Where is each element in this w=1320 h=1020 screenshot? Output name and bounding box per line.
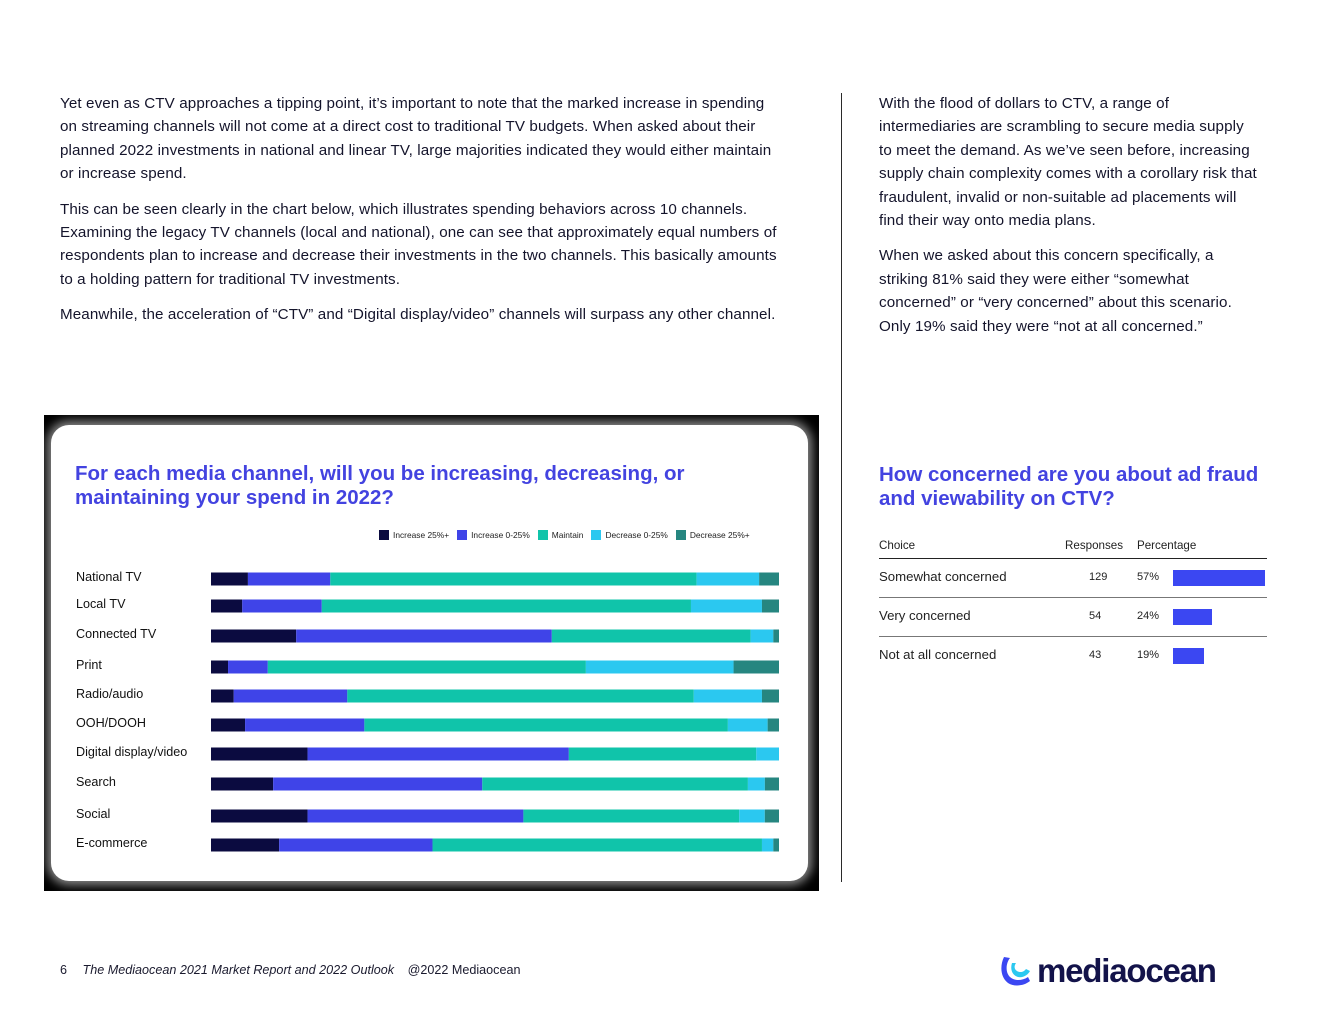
header-percentage: Percentage xyxy=(1137,539,1197,552)
spend-bar-chart xyxy=(51,425,808,881)
left-column xyxy=(60,92,780,339)
bar-segment xyxy=(482,778,748,791)
fraud-table-row xyxy=(879,637,1267,677)
header-responses: Responses xyxy=(1065,539,1124,552)
right-paragraph-1: With the flood of dollars to CTV, a range of intermediaries are scrambling to secure media supply to meet the demand. As we’ve seen before, increasing supply chain complexity comes with a corollary risk that fraudulent, invalid or non-suitable ad placements will find their way onto media plans. xyxy=(879,95,1257,230)
fraud-percent-label: 24% xyxy=(1137,610,1160,622)
left-paragraph-1: Yet even as CTV approaches a tipping point, it’s important to note that the marked increase in spending on streaming channels will not come at a direct cost to traditional TV budgets. When asked about their planned 2022 investments in national and linear TV, large majorities indicated they would either maintain or increase spend. xyxy=(60,95,772,183)
bar-segment xyxy=(364,719,728,732)
fraud-table-header xyxy=(879,538,1267,559)
bar-segment xyxy=(211,778,273,791)
category-label: Digital display/video xyxy=(76,745,188,759)
legend-label: Increase 25%+ xyxy=(393,530,450,540)
footer-copyright: @2022 Mediaocean xyxy=(407,963,521,977)
category-label: OOH/DOOH xyxy=(76,716,146,730)
fraud-percent-label: 57% xyxy=(1137,571,1160,583)
bar-segment xyxy=(308,810,524,823)
mediaocean-logo xyxy=(998,953,1216,989)
bar-segment xyxy=(248,573,330,586)
bar-segment xyxy=(268,661,586,674)
bar-segment xyxy=(211,600,242,613)
legend-label: Increase 0-25% xyxy=(471,530,530,540)
header-choice: Choice xyxy=(879,539,916,552)
category-label: Print xyxy=(76,658,102,672)
logo-text: mediaocean xyxy=(1037,952,1216,989)
bar-segment xyxy=(322,600,691,613)
bar-segment xyxy=(773,839,779,852)
bar-segment xyxy=(211,661,228,674)
spend-chart-card xyxy=(51,425,808,881)
page-number: 6 xyxy=(60,963,68,977)
bar-segment xyxy=(211,719,245,732)
bar-segment xyxy=(211,630,296,643)
bar-segment xyxy=(773,630,779,643)
fraud-responses: 129 xyxy=(1089,571,1108,583)
right-paragraph-2: When we asked about this concern specifically, a striking 81% said they were either “somewhat concerned” or “very concerned” about this scenario. Only 19% said they were “not at all concerned.” xyxy=(879,247,1232,335)
bar-segment xyxy=(762,690,779,703)
bar-segment xyxy=(748,778,765,791)
bar-segment xyxy=(552,630,751,643)
fraud-percent-label: 19% xyxy=(1137,649,1160,661)
fraud-percent-bar xyxy=(1173,648,1204,664)
fraud-percent-bar xyxy=(1173,609,1212,625)
bar-segment xyxy=(347,690,693,703)
legend-label: Decrease 25%+ xyxy=(689,530,750,540)
fraud-table xyxy=(879,538,1267,677)
bar-segment xyxy=(211,690,234,703)
bar-segment xyxy=(586,661,734,674)
bar-segment xyxy=(330,573,696,586)
bar-segment xyxy=(762,600,779,613)
fraud-table-row xyxy=(879,598,1267,637)
bar-segment xyxy=(728,719,768,732)
legend-label: Maintain xyxy=(551,530,584,540)
bar-segment xyxy=(756,748,779,761)
bar-segment xyxy=(768,719,779,732)
bar-segment xyxy=(228,661,268,674)
fraud-title: How concerned are you about ad fraud and viewability on CTV? xyxy=(879,463,1259,510)
bar-segment xyxy=(751,630,774,643)
bar-segment xyxy=(211,810,308,823)
column-divider xyxy=(841,93,842,882)
fraud-table-row xyxy=(879,559,1267,598)
bar-segment xyxy=(245,719,364,732)
bar-segment xyxy=(296,630,552,643)
category-label: Social xyxy=(76,807,111,821)
bar-segment xyxy=(211,839,279,852)
bar-segment xyxy=(694,690,762,703)
bar-segment xyxy=(734,661,779,674)
footer-title: The Mediaocean 2021 Market Report and 2022 Outlook xyxy=(82,963,395,977)
right-column xyxy=(879,92,1259,350)
fraud-percent-bar xyxy=(1173,570,1265,586)
category-label: E-commerce xyxy=(76,836,148,850)
bar-segment xyxy=(739,810,765,823)
chart-title: For each media channel, will you be increasing, decreasing, or maintaining your spend in 2022? xyxy=(75,462,685,509)
bar-segment xyxy=(691,600,762,613)
chart-frame xyxy=(44,415,819,891)
left-paragraph-3: Meanwhile, the acceleration of “CTV” and “Digital display/video” channels will surpass any other channel. xyxy=(60,306,776,324)
bar-segment xyxy=(279,839,432,852)
mediaocean-logo-icon xyxy=(998,955,1032,987)
fraud-choice: Very concerned xyxy=(879,608,971,623)
category-label: Connected TV xyxy=(76,627,157,641)
left-paragraph-2: This can be seen clearly in the chart below, which illustrates spending behaviors across 10 channels. Examining the legacy TV channels (local and national), one can see that approximately equal numbers of respondents plan to increase and decrease their investments in the two channels. This basically amounts to a holding pattern for traditional TV investments. xyxy=(60,200,777,288)
bar-segment xyxy=(211,748,308,761)
fraud-choice: Somewhat concerned xyxy=(879,569,1007,584)
bar-segment xyxy=(211,573,248,586)
bar-segment xyxy=(523,810,739,823)
category-label: Local TV xyxy=(76,597,126,611)
bar-segment xyxy=(234,690,348,703)
bar-segment xyxy=(697,573,759,586)
legend-label: Decrease 0-25% xyxy=(605,530,668,540)
fraud-responses: 54 xyxy=(1089,610,1102,622)
fraud-responses: 43 xyxy=(1089,649,1102,661)
category-label: Radio/audio xyxy=(76,687,144,701)
bar-segment xyxy=(765,810,779,823)
bar-segment xyxy=(242,600,322,613)
bar-segment xyxy=(759,573,779,586)
bar-segment xyxy=(308,748,569,761)
bar-segment xyxy=(765,778,779,791)
bar-segment xyxy=(569,748,756,761)
bar-segment xyxy=(762,839,773,852)
footer xyxy=(60,963,520,977)
bar-segment xyxy=(433,839,762,852)
category-label: Search xyxy=(76,775,116,789)
fraud-choice: Not at all concerned xyxy=(879,647,997,662)
bar-segment xyxy=(273,778,482,791)
category-label: National TV xyxy=(76,570,142,584)
